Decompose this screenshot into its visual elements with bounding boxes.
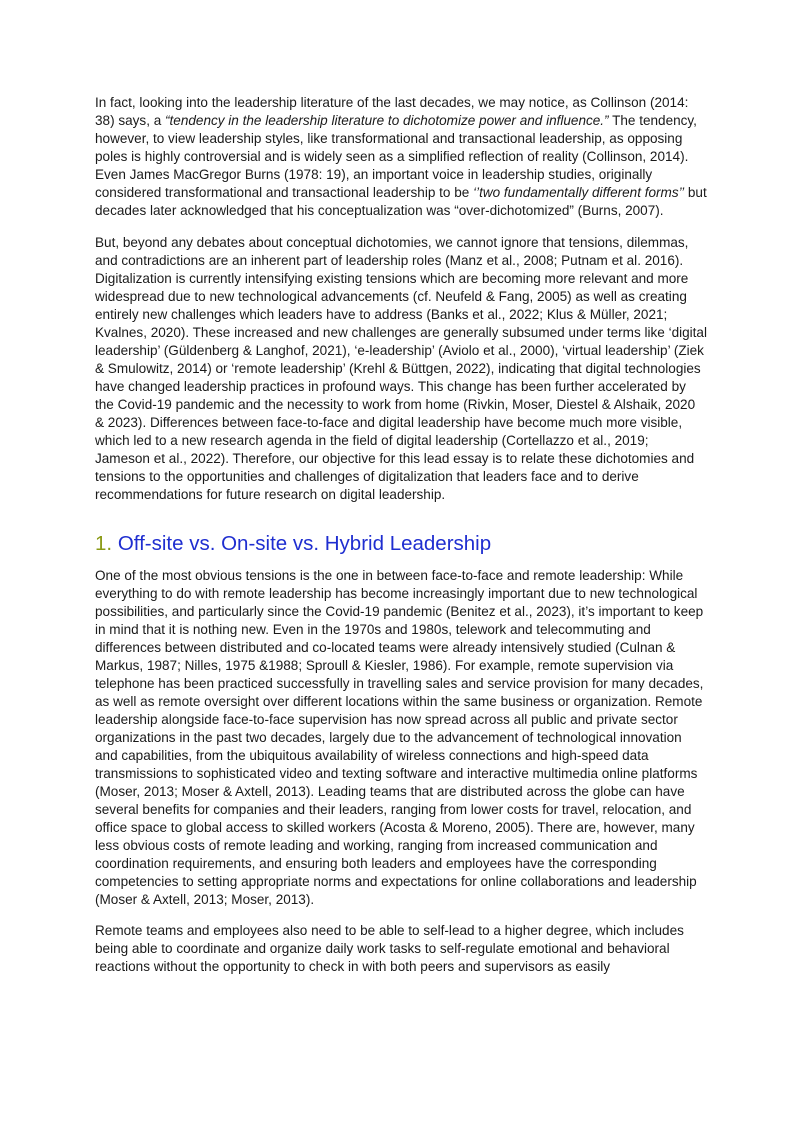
paragraph-1-text-b: The tendency, however, to view leadership styles, like transformational and transactional leadership, as opposing poles is highly controversial and is widely seen as a simplified reflection of reality (Collinson, 2014). Even James MacGregor Burns (1978: 19), an important voice in leadership studies, originally considered transformational and transactional leadership to be: [95, 113, 697, 200]
paragraph-3: One of the most obvious tensions is the one in between face-to-face and remote leadership: While everything to do with remote leadership has become increasingly important due to new technological possibilities, and particularly since the Covid-19 pandemic (Benitez et al., 2023), it’s important to keep in mind that it is nothing new. Even in the 1970s and 1980s, telework and telecommuting and differences between distributed and co-located teams were already intensively studied (Culnan & Markus, 1987; Nilles, 1975 &1988; Sproull & Kiesler, 1986). For example, remote supervision via telephone has been practiced successfully in travelling sales and service provision for many decades, as well as remote oversight over different locations within the same business or organization. Remote leadership alongside face-to-face supervision has now spread across all public and private sector organizations in the past two decades, largely due to the advancement of technological innovation and capabilities, from the ubiquitous availability of wireless connections and high-speed data transmissions to sophisticated video and texting software and interactive multimedia online platforms (Moser, 2013; Moser & Axtell, 2013). Leading teams that are distributed across the globe can have several benefits for companies and their leaders, ranging from lower costs for travel, relocation, and office space to global access to skilled workers (Acosta & Moreno, 2005). There are, however, many less obvious costs of remote leading and working, ranging from increased communication and coordination requirements, and ensuring both leaders and employees have the corresponding competencies to setting appropriate norms and expectations for online collaborations and leadership (Moser & Axtell, 2013; Moser, 2013).: [95, 568, 704, 907]
paragraph-1-quote: “tendency in the leadership literature to dichotomize power and influence.”: [165, 113, 609, 128]
paragraph-4: Remote teams and employees also need to be able to self-lead to a higher degree, which includes being able to coordinate and organize daily work tasks to self-regulate emotional and behavioral reactions without the opportunity to check in with both peers and supervisors as easily: [95, 923, 684, 974]
section-1-title: Off-site vs. On-site vs. Hybrid Leadership: [117, 532, 492, 555]
paragraph-1: [95, 94, 707, 220]
section-1-number: 1.: [95, 532, 113, 555]
paragraph-1-text-a: In fact, looking into the leadership literature of the last decades, we may notice, as Collinson (2014: 38) says, a: [95, 95, 689, 128]
paragraph-1-quote-2: ‘’two fundamentally different forms’’: [473, 185, 685, 200]
paragraph-1-text-c: but decades later acknowledged that his conceptualization was “over-dichotomized” (Burns, 2007).: [95, 185, 707, 218]
document-page: [95, 94, 707, 989]
section-1-heading: [95, 529, 707, 559]
paragraph-2: But, beyond any debates about conceptual dichotomies, we cannot ignore that tensions, dilemmas, and contradictions are an inherent part of leadership roles (Manz et al., 2008; Putnam et al. 2016). Digitalization is currently intensifying existing tensions which are becoming more relevant and more widespread due to new technological advancements (cf. Neufeld & Fang, 2005) as well as creating entirely new challenges which leaders have to address (Banks et al., 2022; Klus & Müller, 2021; Kvalnes, 2020). These increased and new challenges are generally subsumed under terms like ‘digital leadership’ (Güldenberg & Langhof, 2021), ‘e-leadership’ (Aviolo et al., 2000), ‘virtual leadership’ (Ziek & Smulowitz, 2014) or ‘remote leadership’ (Krehl & Büttgen, 2022), indicating that digital technologies have changed leadership practices in profound ways. This change has been further accelerated by the Covid-19 pandemic and the necessity to work from home (Rivkin, Moser, Diestel & Alshaik, 2020 & 2023). Differences between face-to-face and digital leadership have become much more visible, which led to a new research agenda in the field of digital leadership (Cortellazzo et al., 2019; Jameson et al., 2022). Therefore, our objective for this lead essay is to relate these dichotomies and tensions to the opportunities and challenges of digitalization that leaders face and to derive recommendations for future research on digital leadership.: [95, 235, 707, 502]
